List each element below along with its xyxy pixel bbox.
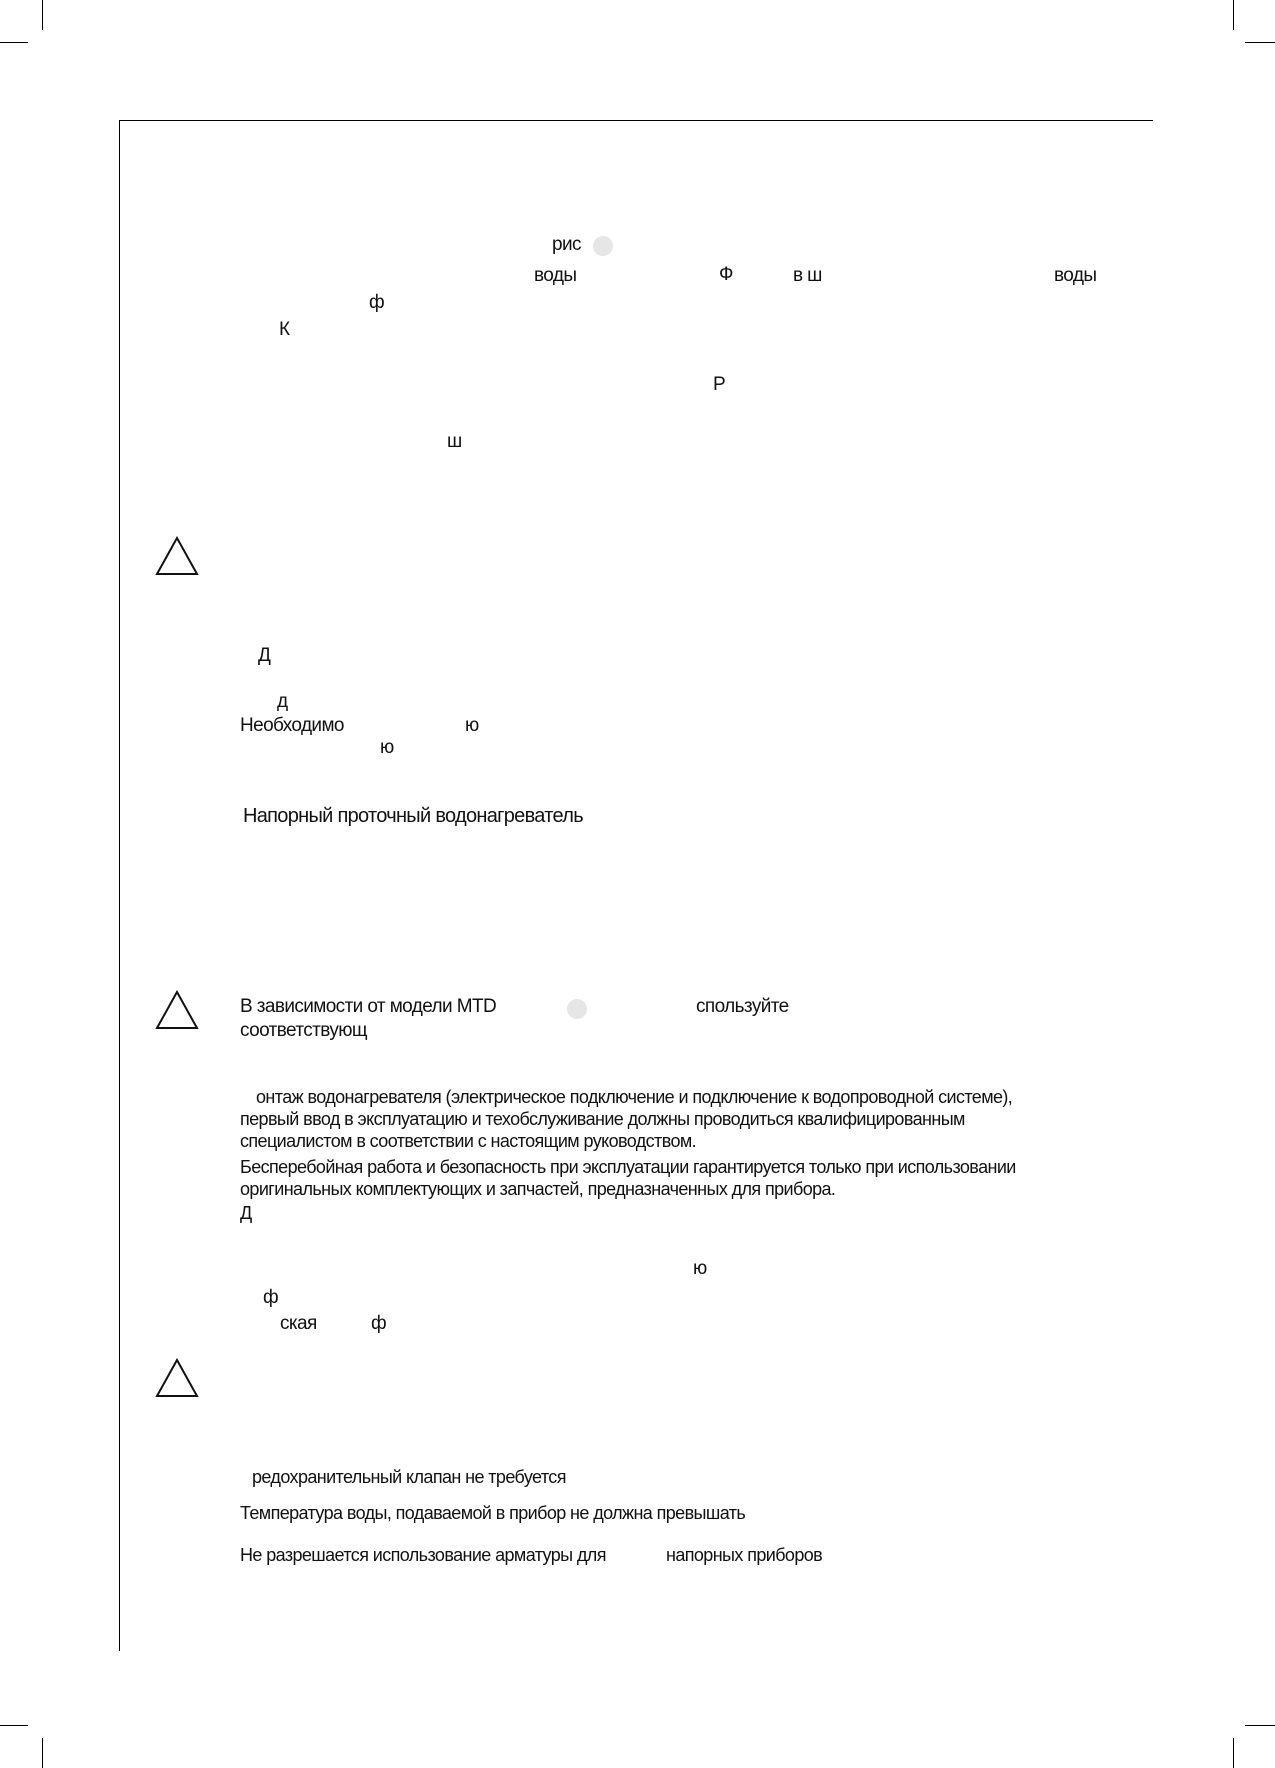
safety-text: Не разрешается использование арматуры для [240, 1545, 606, 1565]
text-fragment: рис [552, 234, 581, 255]
safety-text: напорных приборов [666, 1545, 823, 1565]
page-frame-left [119, 120, 120, 1651]
text-fragment: Д [258, 645, 271, 666]
figure-reference-dot [593, 236, 613, 256]
crop-mark [1245, 42, 1275, 43]
crop-mark [42, 0, 43, 30]
installation-text: оригинальных комплектующих и запчастей, предназначенных для прибора. [240, 1179, 836, 1199]
text-fragment: воды [534, 265, 577, 286]
text-fragment: д [277, 691, 288, 712]
installation-text: Бесперебойная работа и безопасность при эксплуатации гарантируется только при использовании [240, 1157, 1016, 1177]
model-note-text: спользуйте [696, 996, 789, 1017]
text-fragment: Необходимо [240, 715, 344, 736]
crop-mark [1245, 1725, 1275, 1726]
page-frame-top [119, 120, 1153, 121]
crop-mark [1233, 0, 1234, 30]
safety-text: Температура воды, подаваемой в прибор не должна превышать [240, 1503, 746, 1523]
figure-reference-dot [567, 999, 587, 1019]
safety-text: редохранительный клапан не требуется [252, 1467, 566, 1487]
text-fragment: К [279, 319, 290, 340]
text-fragment: ф [263, 1287, 279, 1308]
text-fragment: ю [380, 737, 394, 758]
text-fragment: ская [280, 1313, 317, 1334]
warning-triangle-icon [155, 536, 199, 576]
crop-mark [1233, 1738, 1234, 1768]
text-fragment: ф [369, 292, 385, 313]
crop-mark [42, 1738, 43, 1768]
text-fragment: Р [713, 374, 726, 395]
installation-text: онтаж водонагревателя (электрическое подключение и подключение к водопроводной системе), [256, 1087, 1013, 1107]
installation-text: первый ввод в эксплуатацию и техобслуживание должны проводиться квалифицированным [240, 1109, 965, 1129]
text-fragment: ф [371, 1313, 387, 1334]
text-fragment: воды [1054, 265, 1097, 286]
section-heading: Напорный проточный водонагреватель [243, 805, 583, 827]
text-fragment: ю [693, 1258, 707, 1279]
crop-mark [0, 42, 28, 43]
warning-triangle-icon [155, 990, 199, 1030]
text-fragment: ш [447, 431, 462, 452]
text-fragment: в ш [793, 265, 822, 286]
model-note-text: соответствующ [240, 1020, 367, 1041]
text-fragment: ю [465, 715, 479, 736]
text-fragment: Д [240, 1203, 252, 1223]
text-fragment: Ф [719, 264, 733, 285]
model-note-text: В зависимости от модели MTD [240, 996, 497, 1017]
warning-triangle-icon [155, 1358, 199, 1398]
installation-text: специалистом в соответствии с настоящим руководством. [240, 1131, 697, 1151]
crop-mark [0, 1725, 28, 1726]
